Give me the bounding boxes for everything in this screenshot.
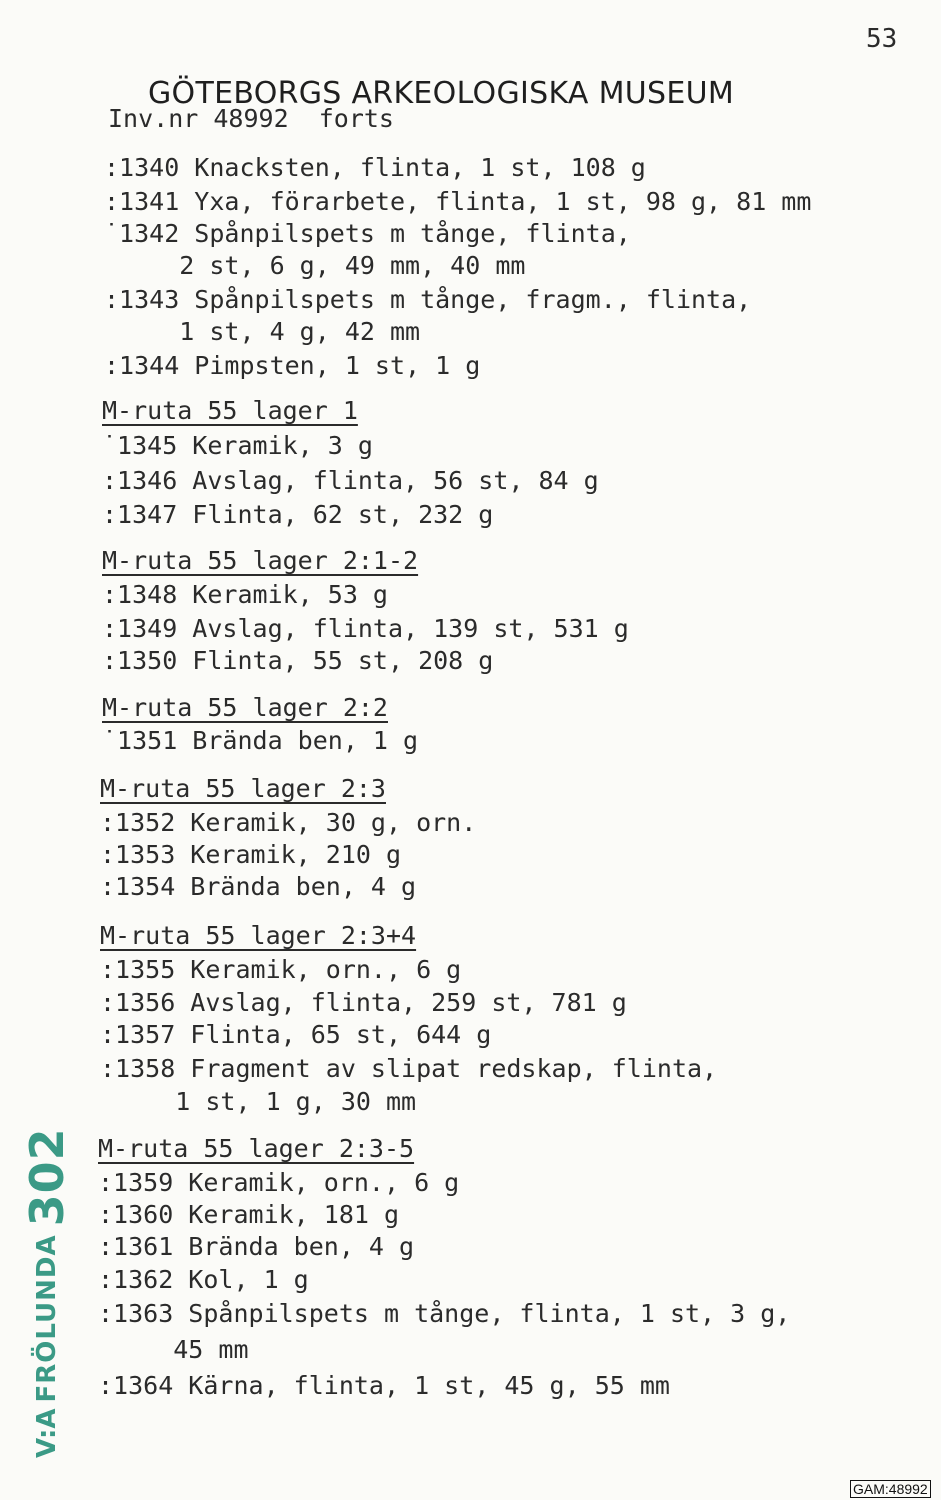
catalog-line: :1363 Spånpilspets m tånge, flinta, 1 st, 3 g,: [98, 1299, 791, 1328]
catalog-line: :1349 Avslag, flinta, 139 st, 531 g: [102, 614, 629, 643]
stamp-prefix: V:A: [32, 1408, 62, 1458]
museum-header: GÖTEBORGS ARKEOLOGISKA MUSEUM: [148, 76, 735, 111]
catalog-line: :1355 Keramik, orn., 6 g: [100, 955, 462, 984]
catalog-line: :1341 Yxa, förarbete, flinta, 1 st, 98 g, 81 mm: [104, 187, 812, 216]
catalog-line: ˙1342 Spånpilspets m tånge, flinta,: [104, 219, 631, 248]
catalog-line: ˙1351 Brända ben, 1 g: [102, 726, 419, 755]
catalog-line: :1344 Pimpsten, 1 st, 1 g: [104, 351, 481, 380]
reference-label: GAM:48992: [850, 1480, 931, 1498]
catalog-line: 1 st, 4 g, 42 mm: [104, 317, 421, 346]
catalog-line: :1340 Knacksten, flinta, 1 st, 108 g: [104, 153, 646, 182]
catalog-line: :1359 Keramik, orn., 6 g: [98, 1168, 460, 1197]
catalog-line: :1352 Keramik, 30 g, orn.: [100, 808, 477, 837]
site-stamp: [20, 1078, 74, 1458]
catalog-line: :1347 Flinta, 62 st, 232 g: [102, 500, 494, 529]
catalog-line: 2 st, 6 g, 49 mm, 40 mm: [104, 251, 526, 280]
catalog-line: :1361 Brända ben, 4 g: [98, 1232, 415, 1261]
catalog-line: :1350 Flinta, 55 st, 208 g: [102, 646, 494, 675]
page-number: 53: [866, 24, 898, 54]
catalog-line: :1346 Avslag, flinta, 56 st, 84 g: [102, 466, 599, 495]
catalog-line: 45 mm: [98, 1335, 249, 1364]
stamp-site: FRÖLUNDA: [32, 1234, 62, 1403]
section-heading: M-ruta 55 lager 2:1-2: [102, 546, 419, 575]
catalog-line: :1343 Spånpilspets m tånge, fragm., flinta,: [104, 285, 752, 314]
catalog-line: ˙1345 Keramik, 3 g: [102, 431, 373, 460]
catalog-line: :1353 Keramik, 210 g: [100, 840, 402, 869]
catalog-line: :1357 Flinta, 65 st, 644 g: [100, 1020, 492, 1049]
catalog-line: :1354 Brända ben, 4 g: [100, 872, 417, 901]
catalog-line: :1360 Keramik, 181 g: [98, 1200, 400, 1229]
catalog-line: :1362 Kol, 1 g: [98, 1265, 309, 1294]
catalog-line: 1 st, 1 g, 30 mm: [100, 1087, 417, 1116]
section-heading: M-ruta 55 lager 2:3-5: [98, 1134, 415, 1163]
catalog-line: :1364 Kärna, flinta, 1 st, 45 g, 55 mm: [98, 1371, 670, 1400]
section-heading: M-ruta 55 lager 2:3+4: [100, 921, 417, 950]
section-heading: M-ruta 55 lager 1: [102, 396, 358, 425]
inventory-number: Inv.nr 48992 forts: [108, 104, 394, 133]
stamp-number: 302: [20, 1127, 74, 1227]
section-heading: M-ruta 55 lager 2:3: [100, 774, 386, 803]
catalog-line: :1358 Fragment av slipat redskap, flinta,: [100, 1054, 718, 1083]
catalog-line: :1356 Avslag, flinta, 259 st, 781 g: [100, 988, 627, 1017]
catalog-line: :1348 Keramik, 53 g: [102, 580, 388, 609]
section-heading: M-ruta 55 lager 2:2: [102, 693, 388, 722]
